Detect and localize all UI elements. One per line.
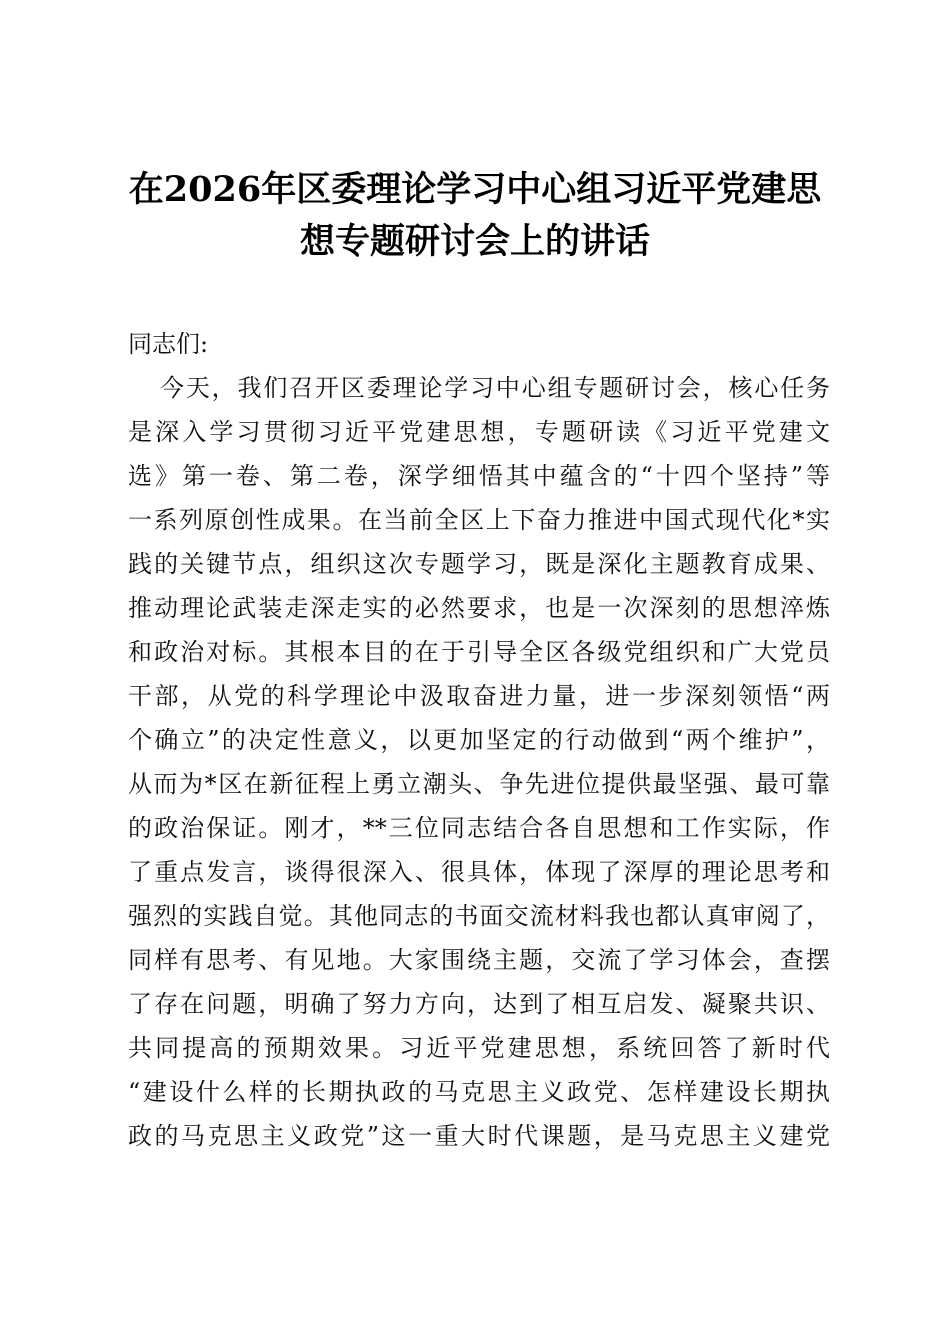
paragraph-line: 了存在问题，明确了努力方向，达到了相互启发、凝聚共识、 — [128, 990, 830, 1018]
paragraph-line: 今天，我们召开区委理论学习中心组专题研讨会，核心任务 — [160, 374, 830, 402]
paragraph-line: 推动理论武装走深走实的必然要求，也是一次深刻的思想淬炼 — [128, 594, 830, 622]
paragraph-line: 是深入学习贯彻习近平党建思想，专题研读《习近平党建文 — [128, 418, 830, 446]
paragraph-line: 和政治对标。其根本目的在于引导全区各级党组织和广大党员 — [128, 638, 830, 666]
paragraph-line: 个确立”的决定性意义，以更加坚定的行动做到“两个维护”， — [128, 726, 830, 754]
paragraph-line: 干部，从党的科学理论中汲取奋进力量，进一步深刻领悟“两 — [128, 682, 830, 710]
paragraph-line: 同样有思考、有见地。大家围绕主题，交流了学习体会，查摆 — [128, 946, 830, 974]
salutation: 同志们: — [128, 330, 209, 358]
paragraph-line: 强烈的实践自觉。其他同志的书面交流材料我也都认真审阅了， — [128, 902, 830, 930]
paragraph-line: 政的马克思主义政党”这一重大时代课题，是马克思主义建党 — [128, 1122, 830, 1150]
paragraph-line: 从而为*区在新征程上勇立潮头、争先进位提供最坚强、最可靠 — [128, 770, 830, 798]
paragraph-line: 共同提高的预期效果。习近平党建思想，系统回答了新时代 — [128, 1034, 830, 1062]
paragraph-line: 选》第一卷、第二卷，深学细悟其中蕴含的“十四个坚持”等 — [128, 462, 830, 490]
document-title-line-2: 想专题研讨会上的讲话 — [299, 221, 650, 262]
paragraph-line: 了重点发言，谈得很深入、很具体，体现了深厚的理论思考和 — [128, 858, 830, 886]
paragraph-line: 的政治保证。刚才，**三位同志结合各自思想和工作实际，作 — [128, 814, 830, 842]
paragraph-line: 一系列原创性成果。在当前全区上下奋力推进中国式现代化*实 — [128, 506, 830, 534]
document-title-line-1: 在2026年区委理论学习中心组习近平党建思 — [128, 169, 822, 210]
paragraph-line: 践的关键节点，组织这次专题学习，既是深化主题教育成果、 — [128, 550, 830, 578]
paragraph-line: “建设什么样的长期执政的马克思主义政党、怎样建设长期执 — [128, 1078, 830, 1106]
